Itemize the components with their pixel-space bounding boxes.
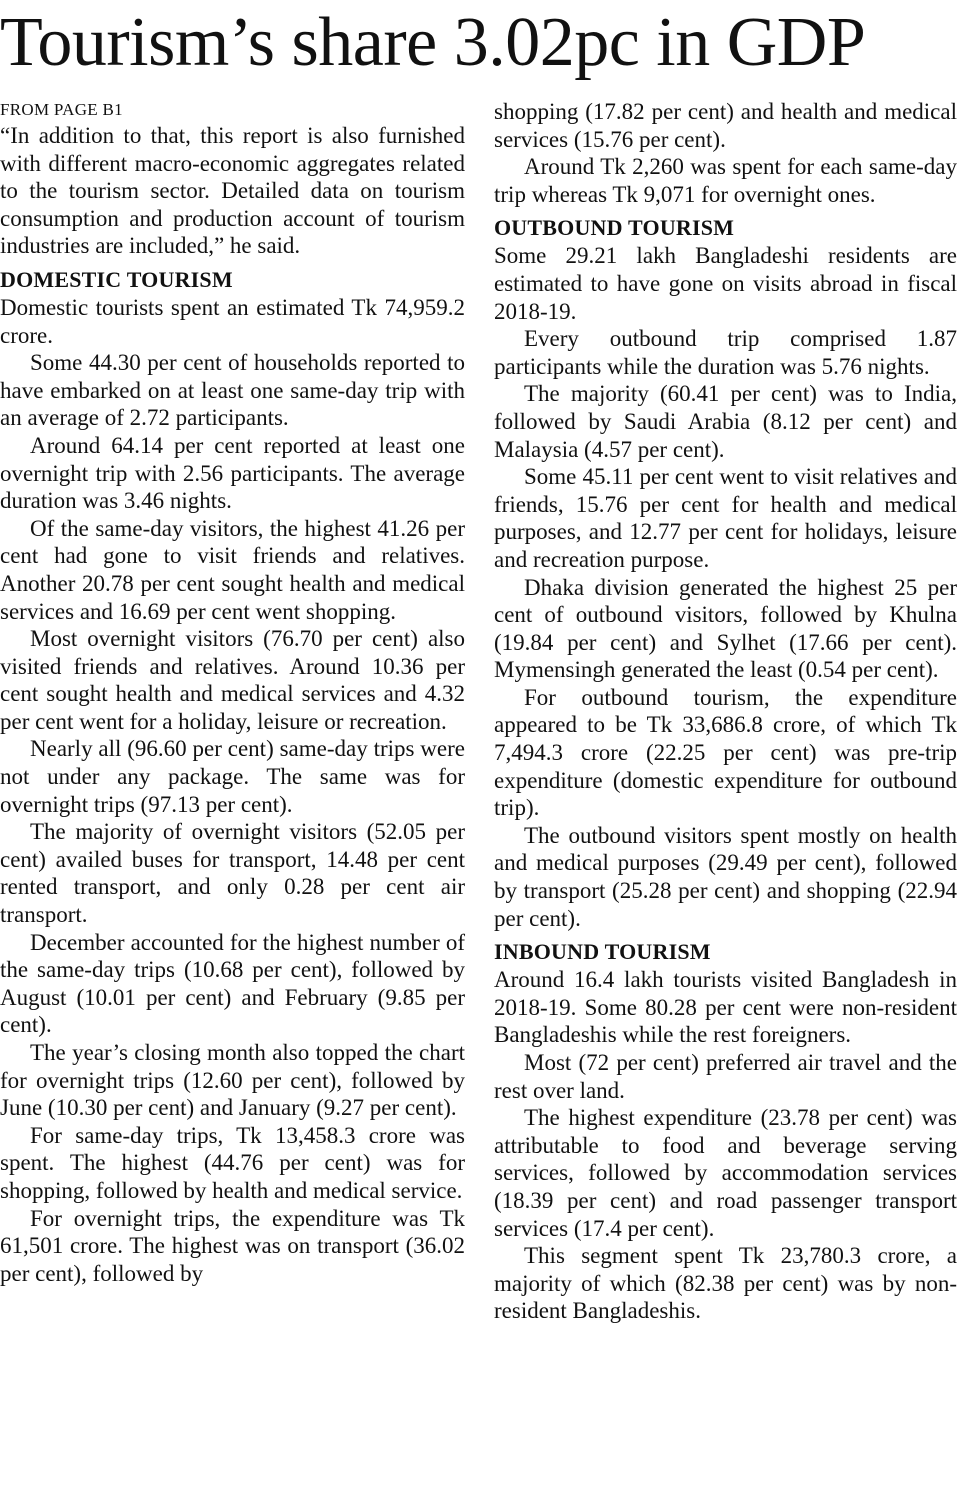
right-column [494,98,957,1325]
article-paragraph: Some 44.30 per cent of households reported to have embarked on at least one same-day trip with an average of 2.72 participants. [0,350,465,431]
outbound-tourism-heading: OUTBOUND TOURISM [494,215,735,241]
article-paragraph: The year’s closing month also topped the chart for overnight trips (12.60 per cent), followed by June (10.30 per cent) and January (9.27 per cent). [0,1040,465,1121]
headline: Tourism’s share 3.02pc in GDP [0,4,866,81]
inbound-tourism-heading: INBOUND TOURISM [494,939,711,965]
article-paragraph: Domestic tourists spent an estimated Tk 74,959.2 crore. [0,294,465,348]
article-paragraph: December accounted for the highest number of the same-day trips (10.68 per cent), followed by August (10.01 per cent) and February (9.85 per cent). [0,929,465,1038]
article-paragraph: The majority (60.41 per cent) was to India, followed by Saudi Arabia (8.12 per cent) and Malaysia (4.57 per cent). [494,381,957,462]
article-paragraph: Around 64.14 per cent reported at least one overnight trip with 2.56 participants. The average duration was 3.46 nights. [0,432,465,514]
intro-paragraph: “In addition to that, this report is also furnished with different macro-economic aggregates related to the tourism sector. Detailed data on tourism consumption and production account of tourism industries are included,” he said. [0,123,465,259]
from-page-label: FROM PAGE B1 [0,100,123,119]
article-paragraph: Nearly all (96.60 per cent) same-day trips were not under any package. The same was for overnight trips (97.13 per cent). [0,736,465,817]
continued-paragraph: shopping (17.82 per cent) and health and medical services (15.76 per cent). [494,99,957,152]
article-paragraph: Around Tk 2,260 was spent for each same-day trip whereas Tk 9,071 for overnight ones. [494,154,957,207]
article-paragraph: For same-day trips, Tk 13,458.3 crore was spent. The highest (44.76 per cent) was for shopping, followed by health and medical service. [0,1122,465,1203]
article-paragraph: Some 45.11 per cent went to visit relatives and friends, 15.76 per cent for health and medical purposes, and 12.77 per cent for holidays, leisure and recreation purpose. [494,464,957,572]
article-paragraph: Some 29.21 lakh Bangladeshi residents are estimated to have gone on visits abroad in fiscal 2018-19. [494,243,957,324]
domestic-tourism-heading: DOMESTIC TOURISM [0,266,233,292]
article-paragraph: Most overnight visitors (76.70 per cent) also visited friends and relatives. Around 10.36 per cent sought health and medical services and 4.32 per cent went for a holiday, leisure or recreation. [0,626,465,734]
article-paragraph: For outbound tourism, the expenditure appeared to be Tk 33,686.8 crore, of which Tk 7,494.3 crore (22.25 per cent) was pre-trip expenditure (domestic expenditure for outbound trip). [494,684,957,821]
article-paragraph: Dhaka division generated the highest 25 per cent of outbound visitors, followed by Khulna (19.84 per cent) and Sylhet (17.66 per cent). Mymensingh generated the least (0.54 per cent). [494,574,957,683]
left-column [0,98,465,1287]
article-paragraph: Every outbound trip comprised 1.87 participants while the duration was 5.76 nights. [494,326,957,379]
article-paragraph: The outbound visitors spent mostly on health and medical purposes (29.49 per cent), followed by transport (25.28 per cent) and shopping (22.94 per cent). [494,822,957,931]
article-paragraph: This segment spent Tk 23,780.3 crore, a majority of which (82.38 per cent) was by non-resident Bangladeshis. [494,1243,957,1324]
article-paragraph: The majority of overnight visitors (52.05 per cent) availed buses for transport, 14.48 per cent rented transport, and only 0.28 per cent air transport. [0,819,465,928]
article-paragraph: The highest expenditure (23.78 per cent) was attributable to food and beverage serving services, followed by accommodation services (18.39 per cent) and road passenger transport services (17.4 per cent). [494,1105,957,1241]
article-paragraph: For overnight trips, the expenditure was Tk 61,501 crore. The highest was on transport (36.02 per cent), followed by [0,1205,465,1286]
article-paragraph: Around 16.4 lakh tourists visited Bangladesh in 2018-19. Some 80.28 per cent were non-resident Bangladeshis while the rest foreigners. [494,967,957,1048]
article-paragraph: Of the same-day visitors, the highest 41.26 per cent had gone to visit friends and relatives. Another 20.78 per cent sought health and medical services and 16.69 per cent went shopping. [0,515,465,624]
article-paragraph: Most (72 per cent) preferred air travel and the rest over land. [494,1050,957,1103]
